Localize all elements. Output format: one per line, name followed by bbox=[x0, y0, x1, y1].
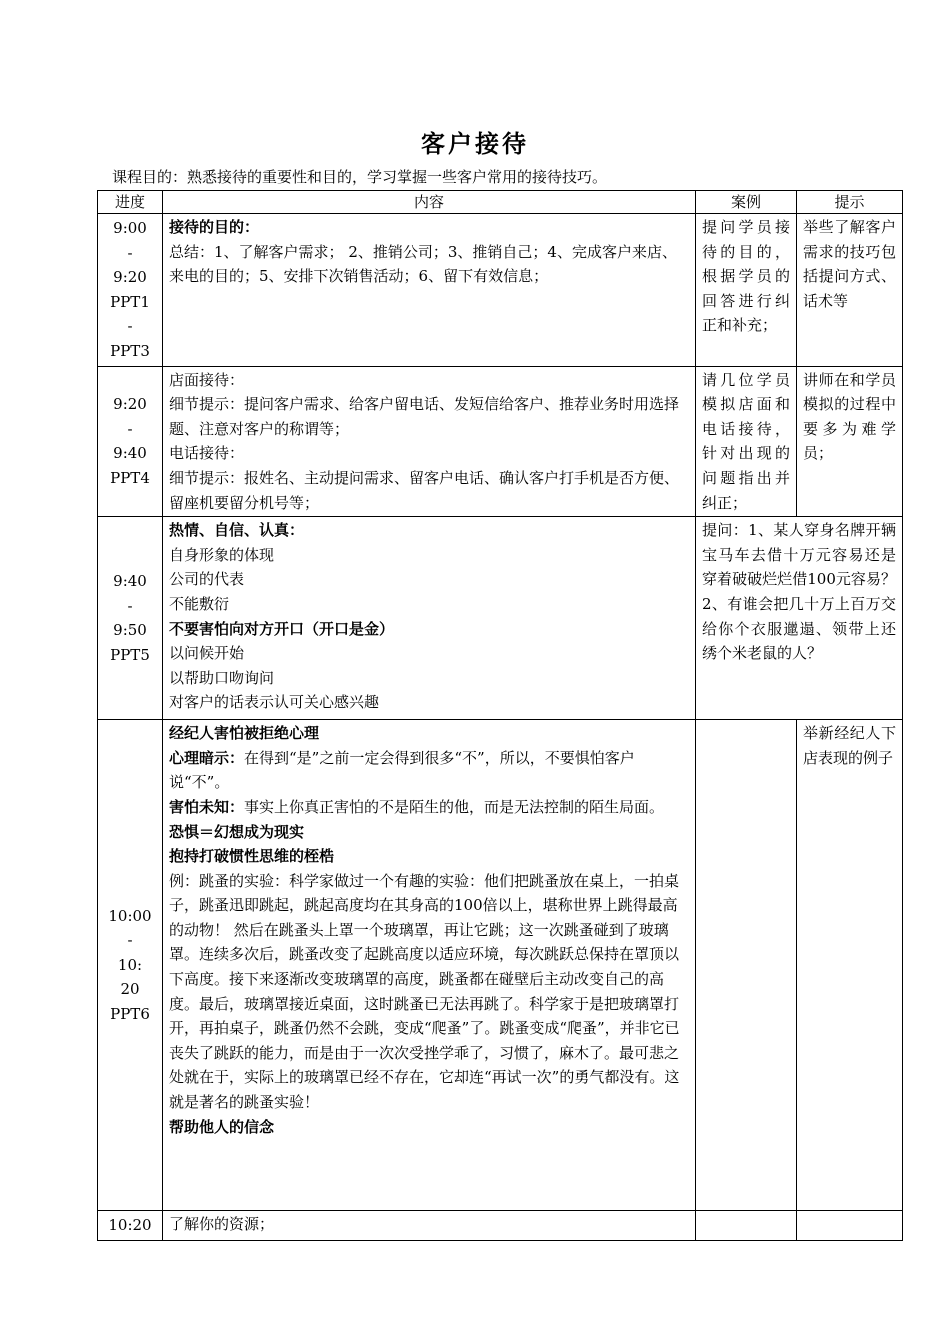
content-text: 总结：1、了解客户需求； 2、推销公司；3、推销自己；4、完成客户来店、来电的目的；5、安排下次销售活动；6、留下有效信息； bbox=[169, 242, 677, 286]
content-cell bbox=[163, 214, 696, 367]
header-tip: 提示 bbox=[797, 191, 903, 214]
progress-cell: 10:00 - 10: 20 PPT6 bbox=[98, 720, 163, 1211]
header-case: 案例 bbox=[696, 191, 797, 214]
content-cell: 了解你的资源； bbox=[163, 1211, 696, 1241]
course-purpose: 课程目的：熟悉接待的重要性和目的，学习掌握一些客户常用的接待技巧。 bbox=[112, 168, 608, 186]
tip-cell: 举新经纪人下店表现的例子 bbox=[797, 720, 903, 1211]
tip-cell: 讲师在和学员模拟的过程中要多为难学员； bbox=[797, 366, 903, 517]
table-row bbox=[98, 214, 903, 367]
content-cell: 店面接待： 细节提示：提问客户需求、给客户留电话、发短信给客户、推荐业务时用选择题、注意对客户的称谓等； 电话接待： 细节提示：报姓名、主动提问需求、留客户电话、确认客户打手机是否方便、留座机要留分机号等； bbox=[163, 366, 696, 517]
header-content: 内容 bbox=[163, 191, 696, 214]
table-row bbox=[98, 366, 903, 517]
progress-cell: 9:00 - 9:20 PPT1 - PPT3 bbox=[98, 214, 163, 367]
header-progress: 进度 bbox=[98, 191, 163, 214]
progress-cell: 9:40 - 9:50 PPT5 bbox=[98, 517, 163, 720]
flea-experiment-text: 例：跳蚤的实验：科学家做过一个有趣的实验：他们把跳蚤放在桌上，一拍桌子，跳蚤迅即跳起，跳起高度均在其身高的100倍以上，堪称世界上跳得最高的动物！ 然后在跳蚤头上罩一个玻璃罩，再让它跳；这一次跳蚤碰到了玻璃罩。连续多次后，跳蚤改变了起跳高度以适应环境，每次跳跃总保持在罩顶以下高度。接下来逐渐改变玻璃罩的高度，跳蚤都在碰壁后主动改变自己的高度。最后，玻璃罩接近桌面，这时跳蚤已无法再跳了。科学家于是把玻璃罩打开，再拍桌子，跳蚤仍然不会跳，变成“爬蚤”了。跳蚤变成“爬蚤”，并非它已丧失了跳跃的能力，而是由于一次次受挫学乖了，习惯了，麻木了。最可悲之处就在于，实际上的玻璃罩已经不存在，它却连“再试一次”的勇气都没有。这就是著名的跳蚤实验！ bbox=[169, 871, 680, 1112]
table-row bbox=[98, 720, 903, 1211]
case-cell: 请几位学员模拟店面和电话接待，针对出现的问题指出并纠正； bbox=[696, 366, 797, 517]
content-cell: 热情、自信、认真： 自身形象的体现 公司的代表 不能敷衍 不要害怕向对方开口（开口是金） 以问候开始 以帮助口吻询问 对客户的话表示认可关心感兴趣 bbox=[163, 517, 696, 720]
table-row bbox=[98, 1211, 903, 1241]
table-row bbox=[98, 517, 903, 720]
case-cell bbox=[696, 720, 797, 1211]
document-title: 客户接待 bbox=[421, 130, 529, 158]
progress-cell: 9:20 - 9:40 PPT4 bbox=[98, 366, 163, 517]
tip-cell: 举些了解客户需求的技巧包括提问方式、话术等 bbox=[797, 214, 903, 367]
progress-cell: 10:20 bbox=[98, 1211, 163, 1241]
case-cell: 提问学员接待的目的，根据学员的回答进行纠正和补充； bbox=[696, 214, 797, 367]
case-tip-cell: 提问：1、某人穿身名牌开辆宝马车去借十万元容易还是穿着破破烂烂借100元容易？2、有谁会把几十万上百万交给你个衣服邋遢、领带上还绣个米老鼠的人？ bbox=[696, 517, 903, 720]
content-cell: 经纪人害怕被拒绝心理 心理暗示：在得到“是”之前一定会得到很多“不”，所以，不要惧怕客户说“不”。 害怕未知：事实上你真正害怕的不是陌生的他，而是无法控制的陌生局面。 恐惧＝幻想成为现实 抱持打破惯性思维的桎梏 例：跳蚤的实验：科学家做过一个有趣的实验：他们把跳蚤放在桌上，一拍桌子，跳蚤迅即跳起，跳起高度均在其身高的100倍以上，堪称世界上跳得最高的动物！ 然后在跳蚤头上罩一个玻璃罩，再让它跳；这一次跳蚤碰到了玻璃罩。连续多次后，跳蚤改变了起跳高度以适应环境，每次跳跃总保持在罩顶以下高度。接下来逐渐改变玻璃罩的高度，跳蚤都在碰壁后主动改变自己的高度。最后，玻璃罩接近桌面，这时跳蚤已无法再跳了。科学家于是把玻璃罩打开，再拍桌子，跳蚤仍然不会跳，变成“爬蚤”了。跳蚤变成“爬蚤”，并非它已丧失了跳跃的能力，而是由于一次次受挫学乖了，习惯了，麻木了。最可悲之处就在于，实际上的玻璃罩已经不存在，它却连“再试一次”的勇气都没有。这就是著名的跳蚤实验！ 帮助他人的信念 bbox=[163, 720, 696, 1211]
tip-cell bbox=[797, 1211, 903, 1241]
content-heading: 接待的目的： bbox=[169, 218, 260, 236]
schedule-table bbox=[97, 190, 903, 1241]
case-cell bbox=[696, 1211, 797, 1241]
header-row bbox=[98, 191, 903, 214]
